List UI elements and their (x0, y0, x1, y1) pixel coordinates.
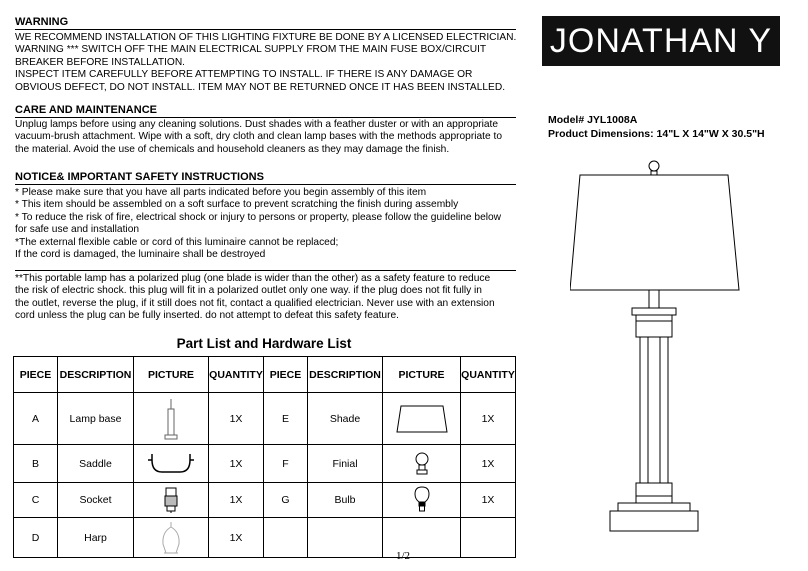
bulb-icon (412, 485, 432, 515)
picture-cell (134, 393, 209, 445)
plug-line: the outlet, reverse the plug, if it still does not fit, contact a qualified electrician. Never use with an extension (15, 297, 495, 309)
table-row (14, 518, 516, 558)
quantity-cell: 1X (209, 518, 264, 558)
safety-line: *The external flexible cable or cord of this luminaire cannot be replaced; (15, 236, 339, 248)
picture-cell (383, 483, 461, 518)
harp-icon (158, 520, 184, 556)
warning-heading: WARNING (15, 16, 69, 28)
lamp-cap (632, 308, 676, 315)
brand-logo: JONATHAN Y (542, 16, 780, 66)
product-info (548, 113, 765, 141)
quantity-cell: 1X (461, 393, 516, 445)
description-cell: Socket (58, 483, 134, 518)
warning-text (15, 32, 516, 94)
product-dimensions: Product Dimensions: 14"L X 14"W X 30.5"H (548, 128, 765, 140)
header-quantity: QUANTITY (209, 357, 264, 393)
quantity-cell: 1X (209, 445, 264, 483)
quantity-cell (461, 518, 516, 558)
picture-cell (134, 483, 209, 518)
plug-rule (15, 270, 516, 271)
warning-line: INSPECT ITEM CAREFULLY BEFORE ATTEMPTING TO INSTALL. IF THERE IS ANY DAMAGE OR (15, 69, 473, 81)
piece-cell: A (14, 393, 58, 445)
description-cell: Bulb (308, 483, 383, 518)
saddle-icon (146, 450, 196, 478)
table-row (14, 393, 516, 445)
picture-cell (134, 445, 209, 483)
lamp-bottom-collar (636, 483, 672, 503)
quantity-cell: 1X (209, 483, 264, 518)
safety-line: for safe use and installation (15, 224, 140, 236)
header-description: DESCRIPTION (58, 357, 134, 393)
piece-cell (264, 518, 308, 558)
header-picture: PICTURE (383, 357, 461, 393)
header-quantity: QUANTITY (461, 357, 516, 393)
piece-cell: D (14, 518, 58, 558)
header-picture: PICTURE (134, 357, 209, 393)
finial-ball (649, 161, 659, 171)
description-cell: Saddle (58, 445, 134, 483)
warning-line: OBVIOUS DEFECT, DO NOT INSTALL. ITEM MAY NOT BE RETURNED ONCE IT HAS BEEN INSTALLED. (15, 81, 506, 93)
description-cell: Shade (308, 393, 383, 445)
picture-cell (134, 518, 209, 558)
safety-heading: NOTICE& IMPORTANT SAFETY INSTRUCTIONS (15, 171, 264, 183)
piece-cell: G (264, 483, 308, 518)
piece-cell: E (264, 393, 308, 445)
description-cell: Finial (308, 445, 383, 483)
socket-icon (163, 486, 179, 514)
picture-cell (383, 518, 461, 558)
lamp-base-icon (161, 397, 181, 441)
plug-text (15, 273, 495, 323)
lamp-shade (570, 175, 739, 290)
safety-line: * This item should be assembled on a soft surface to prevent scratching the finish during assembly (15, 199, 459, 211)
safety-rule (15, 184, 516, 185)
description-cell (308, 518, 383, 558)
lamp-foot (610, 511, 698, 531)
table-row (14, 483, 516, 518)
care-line: Unplug lamps before using any cleaning solutions. Dust shades with a feather duster or with an appropriate (15, 119, 499, 130)
quantity-cell: 1X (209, 393, 264, 445)
plug-line: **This portable lamp has a polarized plug (one blade is wider than the other) as a safety feature to reduce (15, 273, 491, 284)
quantity-cell: 1X (461, 445, 516, 483)
finial-icon (414, 451, 430, 477)
lamp-illustration (570, 150, 740, 542)
care-rule (15, 117, 516, 118)
table-header-row (14, 357, 516, 393)
warning-line: WARNING *** SWITCH OFF THE MAIN ELECTRICAL SUPPLY FROM THE MAIN FUSE BOX/CIRCUIT (15, 44, 487, 56)
lamp-neck (649, 290, 659, 308)
piece-cell: C (14, 483, 58, 518)
care-line: the material. Avoid the use of chemicals and household cleaners as they may damage the finish. (15, 143, 450, 155)
care-heading: CARE AND MAINTENANCE (15, 104, 157, 116)
quantity-cell: 1X (461, 483, 516, 518)
header-piece: PIECE (264, 357, 308, 393)
description-cell: Harp (58, 518, 134, 558)
piece-cell: B (14, 445, 58, 483)
picture-cell (383, 393, 461, 445)
description-cell: Lamp base (58, 393, 134, 445)
finial-base (651, 171, 657, 175)
shade-icon (395, 403, 449, 435)
header-piece: PIECE (14, 357, 58, 393)
safety-line: If the cord is damaged, the luminaire shall be destroyed (15, 249, 266, 261)
warning-line: WE RECOMMEND INSTALLATION OF THIS LIGHTING FIXTURE BE DONE BY A LICENSED ELECTRICIAN. (15, 32, 517, 43)
care-line: vacuum-brush attachment. Wipe with a soft, dry cloth and clean lamp bases with the methods appropriate to (15, 131, 502, 143)
parts-table (13, 356, 516, 558)
safety-line: * To reduce the risk of fire, electrical shock or injury to persons or property, please follow the guideline below (15, 211, 502, 223)
lamp-column (640, 337, 668, 483)
header-description: DESCRIPTION (308, 357, 383, 393)
warning-rule (15, 29, 516, 30)
parts-table-title: Part List and Hardware List (176, 336, 352, 351)
picture-cell (383, 445, 461, 483)
safety-text (15, 187, 501, 261)
safety-line: * Please make sure that you have all parts indicated before you begin assembly of this item (15, 187, 427, 198)
plug-line: cord unless the plug can be fully inserted. do not attempt to defeat this safety feature. (15, 310, 399, 322)
piece-cell: F (264, 445, 308, 483)
plug-line: the risk of electric shock. this plug will fit in a polarized outlet only one way. if the plug does not fit fully in (15, 285, 482, 297)
lamp-top-collar (636, 315, 672, 337)
care-text (15, 119, 502, 156)
table-row (14, 445, 516, 483)
page-number: 1/2 (396, 550, 411, 562)
warning-line: BREAKER BEFORE INSTALLATION. (15, 56, 186, 68)
model-number: Model# JYL1008A (548, 114, 638, 126)
